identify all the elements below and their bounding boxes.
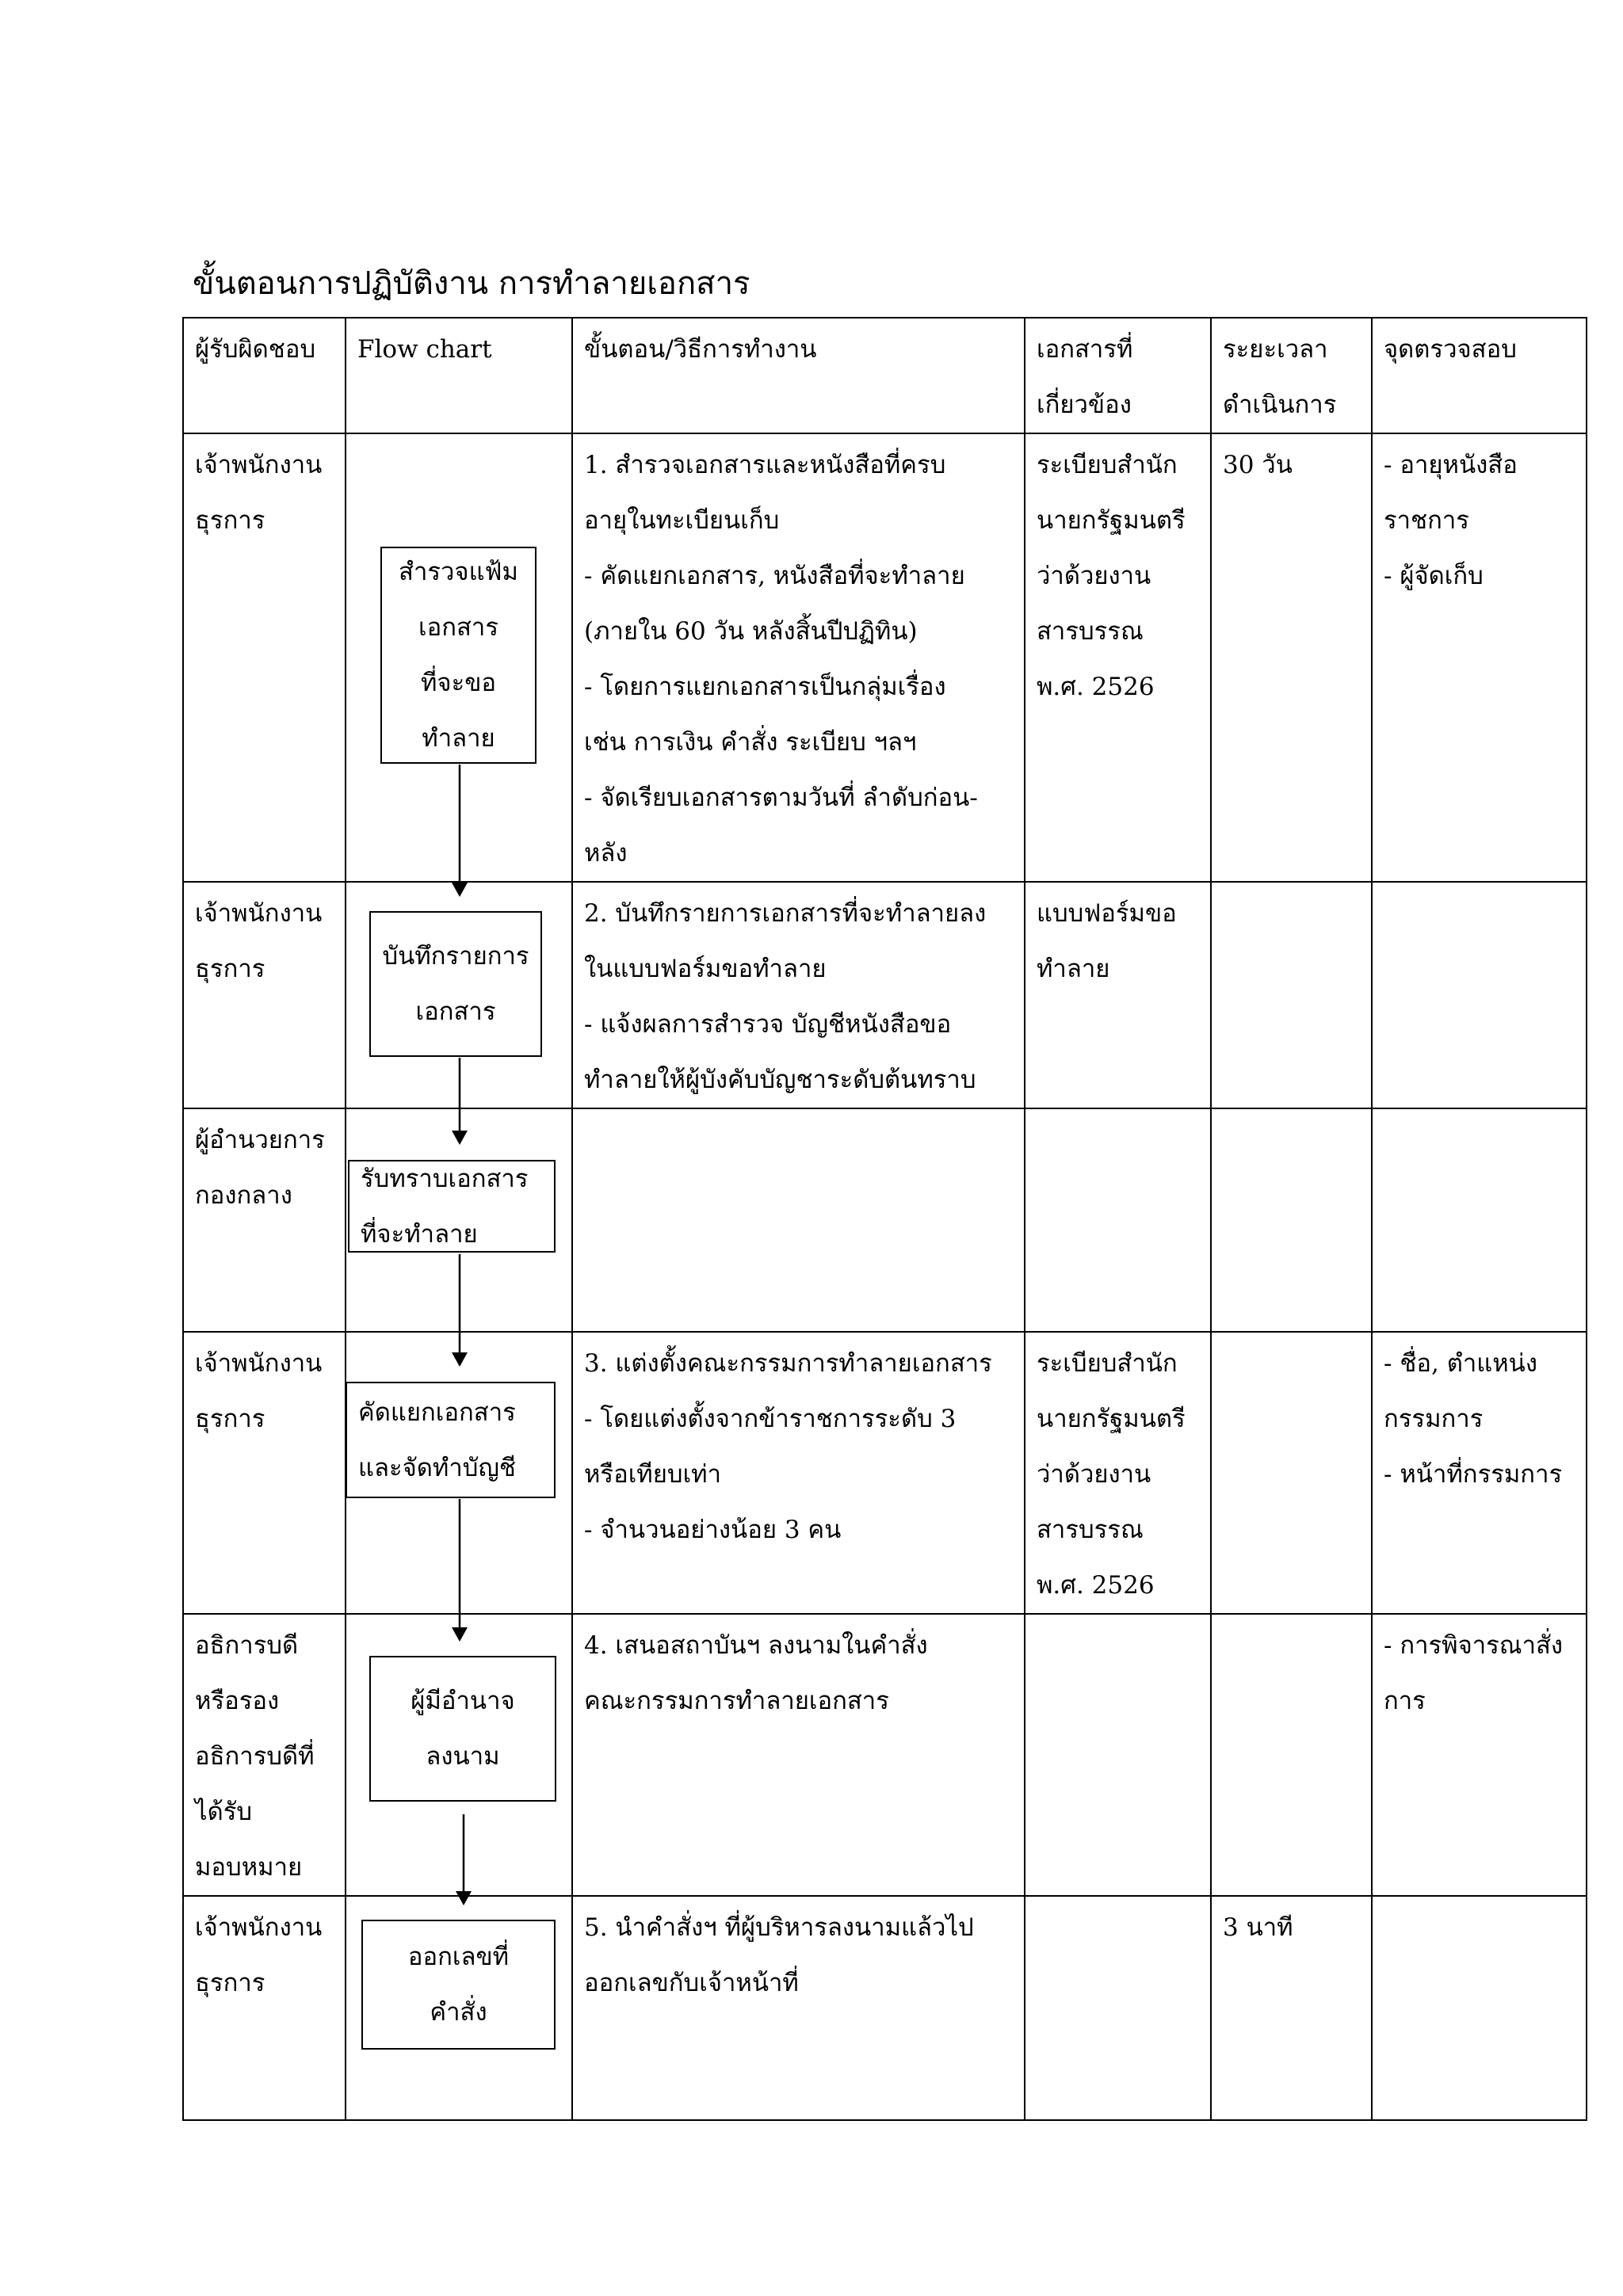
header-procedure-label: ขั้นตอน/วิธีการทำงาน (584, 335, 817, 364)
procedure-line: 2. บันทึกรายการเอกสารที่จะทำลายลง (584, 899, 987, 928)
checkpoints-line: การ (1384, 1687, 1426, 1715)
checkpoints-cell (1372, 1108, 1587, 1332)
header-documents-line: เกี่ยวข้อง (1037, 391, 1132, 419)
flowchart-step-box (361, 1920, 556, 2050)
procedure-line: 4. เสนอสถาบันฯ ลงนามในคำสั่ง (584, 1631, 928, 1660)
procedure-line: 5. นำคำสั่งฯ ที่ผู้บริหารลงนามแล้วไป (584, 1913, 974, 1942)
procedure-line: 3. แต่งตั้งคณะกรรมการทำลายเอกสาร (584, 1349, 992, 1378)
procedure-cell (572, 433, 1025, 882)
procedure-line: (ภายใน 60 วัน หลังสิ้นปีปฏิทิน) (584, 617, 918, 646)
procedure-line: 1. สำรวจเอกสารและหนังสือที่ครบ (584, 451, 946, 479)
documents-line: ว่าด้วยงาน (1037, 1460, 1151, 1489)
procedure-cell (572, 1614, 1025, 1896)
header-procedure (572, 318, 1025, 433)
checkpoints-cell (1372, 1896, 1587, 2120)
responsible-cell (183, 1614, 346, 1896)
checkpoints-line: - อายุหนังสือ (1384, 451, 1518, 479)
header-duration-line: ระยะเวลา (1223, 335, 1328, 364)
flowchart-step-label: เอกสาร (418, 613, 498, 642)
responsible-line: ธุรการ (195, 955, 265, 983)
duration-cell (1211, 1332, 1372, 1614)
flowchart-step-label: ที่จะทำลาย (361, 1219, 478, 1249)
documents-cell (1025, 433, 1211, 882)
responsible-line: กองกลาง (195, 1181, 292, 1210)
responsible-cell (183, 882, 346, 1108)
checkpoints-line: กรรมการ (1384, 1405, 1484, 1433)
flowchart-step-box (380, 547, 537, 764)
documents-cell (1025, 1896, 1211, 2120)
header-flowchart-label: Flow chart (357, 335, 492, 364)
checkpoints-cell (1372, 1614, 1587, 1896)
flowchart-step-label: และจัดทำบัญชี (358, 1453, 516, 1482)
procedure-line: เช่น การเงิน คำสั่ง ระเบียบ ฯลฯ (584, 728, 917, 757)
procedure-line: หลัง (584, 839, 628, 868)
procedure-line: - จำนวนอย่างน้อย 3 คน (584, 1516, 842, 1544)
responsible-line: ได้รับ (195, 1798, 253, 1826)
documents-line: พ.ศ. 2526 (1037, 673, 1155, 701)
procedure-line: ทำลายให้ผู้บังคับบัญชาระดับต้นทราบ (584, 1066, 976, 1094)
duration-cell (1211, 1108, 1372, 1332)
flowchart-step-box (369, 1656, 556, 1802)
documents-line: พ.ศ. 2526 (1037, 1571, 1155, 1600)
documents-line: ทำลาย (1037, 955, 1110, 983)
procedure-line: ออกเลขกับเจ้าหน้าที่ (584, 1969, 799, 1997)
header-flowchart (346, 318, 572, 433)
checkpoints-cell (1372, 1332, 1587, 1614)
flowchart-step-label: ผู้มีอำนาจ (411, 1687, 515, 1715)
procedure-line: - แจ้งผลการสำรวจ บัญชีหนังสือขอ (584, 1010, 952, 1039)
header-checkpoints-label: จุดตรวจสอบ (1384, 335, 1517, 364)
flowchart-step-label: ออกเลขที่ (407, 1943, 510, 1971)
responsible-line: เจ้าพนักงาน (195, 451, 323, 479)
procedure-line: อายุในทะเบียนเก็บ (584, 506, 780, 535)
responsible-line: ผู้อำนวยการ (195, 1126, 325, 1154)
duration-cell (1211, 882, 1372, 1108)
flowchart-step-box (348, 1160, 556, 1253)
header-duration (1211, 318, 1372, 433)
responsible-line: ธุรการ (195, 1405, 265, 1433)
header-responsible-label: ผู้รับผิดชอบ (195, 335, 316, 364)
documents-line: สารบรรณ (1037, 1516, 1144, 1544)
documents-line: นายกรัฐมนตรี (1037, 506, 1186, 535)
flowchart-step-label: บันทึกรายการ (382, 942, 529, 971)
flowchart-step-box (346, 1382, 556, 1498)
duration-cell (1211, 433, 1372, 882)
flowchart-step-label: เอกสาร (415, 997, 496, 1026)
flowchart-step-label: ทำลาย (422, 724, 495, 753)
duration-line: 30 วัน (1223, 451, 1293, 479)
header-documents-line: เอกสารที่ (1037, 335, 1133, 364)
procedure-line: หรือเทียบเท่า (584, 1460, 722, 1489)
checkpoints-line: ราชการ (1384, 506, 1469, 535)
documents-line: แบบฟอร์มขอ (1037, 899, 1177, 928)
responsible-line: อธิการบดี (195, 1631, 299, 1660)
flowchart-step-label: สำรวจแฟ้ม (399, 558, 518, 586)
procedure-line: คณะกรรมการทำลายเอกสาร (584, 1687, 889, 1715)
procedure-cell (572, 1896, 1025, 2120)
header-responsible (183, 318, 346, 433)
responsible-line: เจ้าพนักงาน (195, 1913, 323, 1942)
header-row (183, 318, 1587, 433)
documents-cell (1025, 1108, 1211, 1332)
duration-line: 3 นาที (1223, 1913, 1293, 1942)
procedure-line: ในแบบฟอร์มขอทำลาย (584, 955, 827, 983)
flowchart-step-label: คำสั่ง (430, 1998, 487, 2027)
procedure-line: - โดยแต่งตั้งจากข้าราชการระดับ 3 (584, 1405, 957, 1433)
procedure-line: - คัดแยกเอกสาร, หนังสือที่จะทำลาย (584, 562, 965, 590)
procedure-cell (572, 1108, 1025, 1332)
documents-cell (1025, 1614, 1211, 1896)
documents-cell (1025, 882, 1211, 1108)
documents-line: นายกรัฐมนตรี (1037, 1405, 1186, 1433)
procedure-line: - โดยการแยกเอกสารเป็นกลุ่มเรื่อง (584, 673, 946, 701)
procedure-line: - จัดเรียบเอกสารตามวันที่ ลำดับก่อน- (584, 784, 978, 812)
responsible-cell (183, 1108, 346, 1332)
procedure-cell (572, 882, 1025, 1108)
duration-cell (1211, 1896, 1372, 2120)
header-duration-line: ดำเนินการ (1223, 391, 1337, 419)
flowchart-step-label: ลงนาม (426, 1742, 500, 1771)
flowchart-step-label: ที่จะขอ (420, 669, 497, 697)
documents-line: ว่าด้วยงาน (1037, 562, 1151, 590)
flowchart-step-label: คัดแยกเอกสาร (358, 1398, 516, 1427)
header-documents (1025, 318, 1211, 433)
checkpoints-line: - การพิจารณาสั่ง (1384, 1631, 1564, 1660)
documents-line: สารบรรณ (1037, 617, 1144, 646)
responsible-line: เจ้าพนักงาน (195, 1349, 323, 1378)
responsible-line: มอบหมาย (195, 1853, 303, 1882)
checkpoints-cell (1372, 433, 1587, 882)
procedure-cell (572, 1332, 1025, 1614)
documents-line: ระเบียบสำนัก (1037, 1349, 1178, 1378)
checkpoints-line: - ผู้จัดเก็บ (1384, 562, 1484, 590)
responsible-line: อธิการบดีที่ (195, 1742, 315, 1771)
responsible-cell (183, 433, 346, 882)
page-title: ขั้นตอนการปฏิบัติงาน การทำลายเอกสาร (193, 265, 750, 302)
documents-cell (1025, 1332, 1211, 1614)
responsible-cell (183, 1896, 346, 2120)
documents-line: ระเบียบสำนัก (1037, 451, 1178, 479)
responsible-line: หรือรอง (195, 1687, 280, 1715)
responsible-line: ธุรการ (195, 1969, 265, 1997)
header-checkpoints (1372, 318, 1587, 433)
checkpoints-cell (1372, 882, 1587, 1108)
flowchart-step-box (369, 911, 542, 1057)
checkpoints-line: - หน้าที่กรรมการ (1384, 1460, 1563, 1489)
duration-cell (1211, 1614, 1372, 1896)
flowchart-step-label: รับทราบเอกสาร (361, 1164, 529, 1193)
responsible-cell (183, 1332, 346, 1614)
responsible-line: ธุรการ (195, 506, 265, 535)
responsible-line: เจ้าพนักงาน (195, 899, 323, 928)
checkpoints-line: - ชื่อ, ตำแหน่ง (1384, 1349, 1537, 1378)
